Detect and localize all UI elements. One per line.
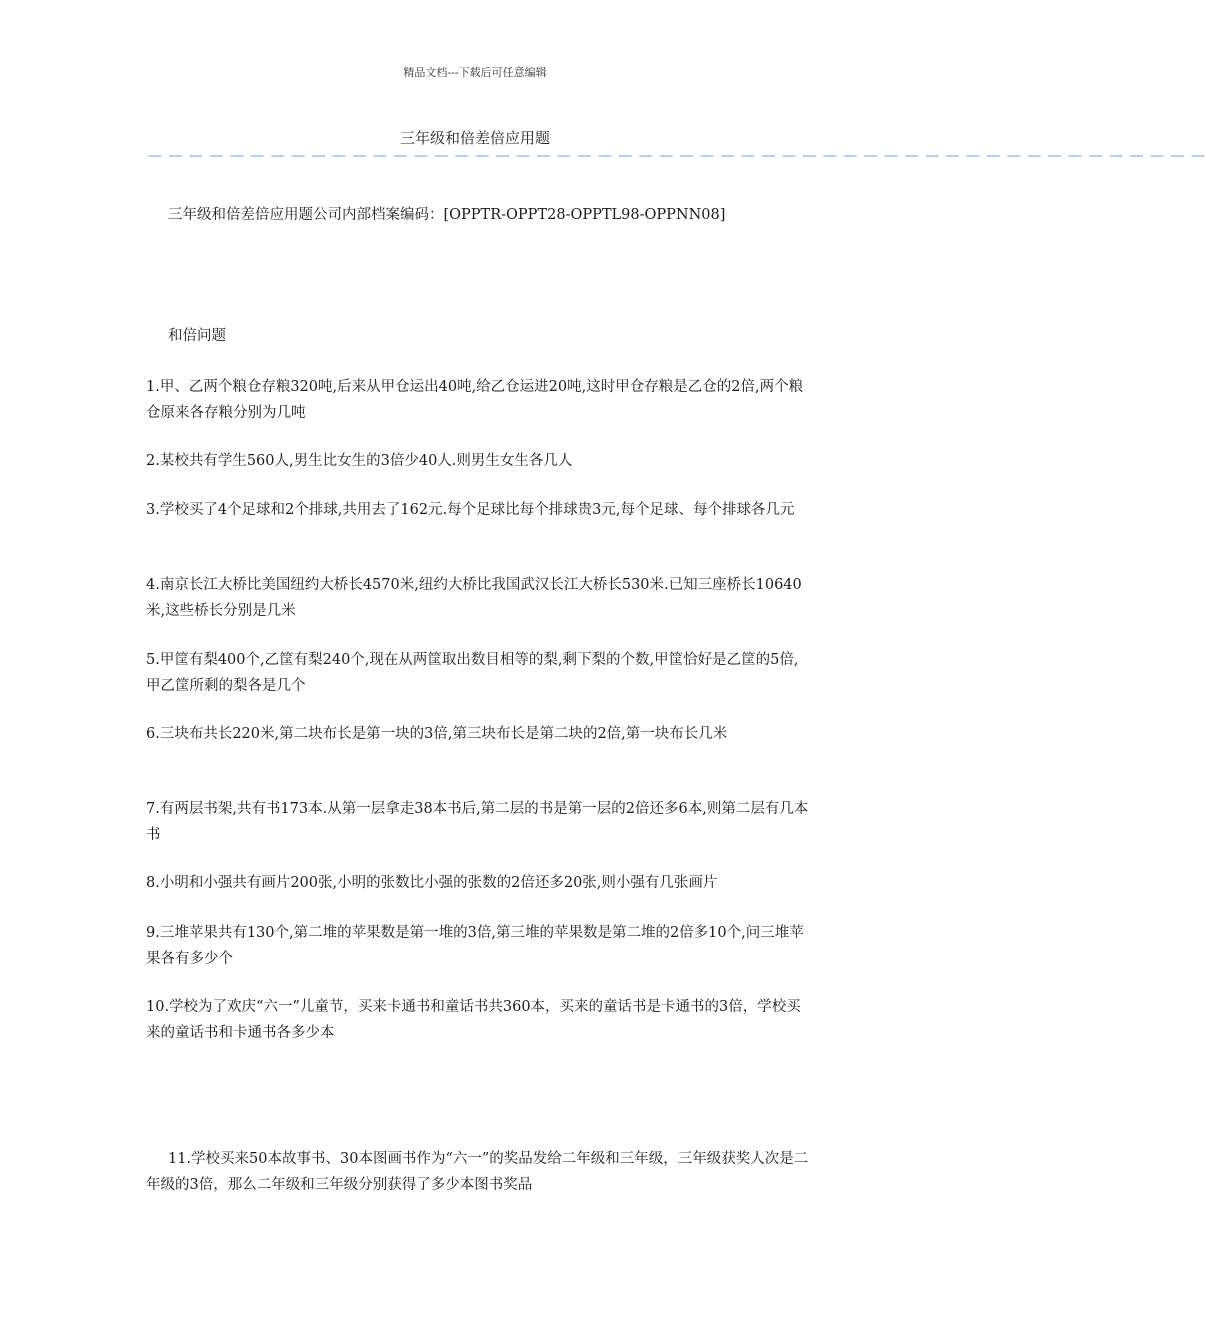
question-11 xyxy=(146,1146,810,1198)
question-3 xyxy=(146,497,810,523)
question-4 xyxy=(146,572,810,624)
question-text: 1.甲、乙两个粮仓存粮320吨,后来从甲仓运出40吨,给乙仓运进20吨,这时甲仓存粮是乙仓的2倍,两个粮仓原来各存粮分别为几吨 xyxy=(146,379,804,421)
question-10 xyxy=(146,994,810,1046)
question-text: 5.甲筐有梨400个,乙筐有梨240个,现在从两筐取出数目相等的梨,剩下梨的个数,甲筐恰好是乙筐的5倍,甲乙筐所剩的梨各是几个 xyxy=(146,652,799,694)
question-text: 7.有两层书架,共有书173本.从第一层拿走38本书后,第二层的书是第一层的2倍还多6本,则第二层有几本书 xyxy=(146,801,809,843)
question-text: 4.南京长江大桥比美国纽约大桥长4570米,纽约大桥比我国武汉长江大桥长530米.已知三座桥长10640米,这些桥长分别是几米 xyxy=(146,577,802,619)
question-7 xyxy=(146,796,810,848)
question-text: 8.小明和小强共有画片200张,小明的张数比小强的张数的2倍还多20张,则小强有几张画片 xyxy=(146,875,718,891)
question-5 xyxy=(146,647,810,699)
header-note: 精品文档---下载后可任意编辑 xyxy=(403,66,547,79)
question-6 xyxy=(146,721,810,747)
question-text: 3.学校买了4个足球和2个排球,共用去了162元.每个足球比每个排球贵3元,每个足球、每个排球各几元 xyxy=(146,502,795,518)
archive-code-line: 三年级和倍差倍应用题公司内部档案编码：[OPPTR-OPPT28-OPPTL98-OPPNN08] xyxy=(168,207,726,223)
question-text: 9.三堆苹果共有130个,第二堆的苹果数是第一堆的3倍,第三堆的苹果数是第二堆的2倍多10个,问三堆苹果各有多少个 xyxy=(146,925,804,967)
question-1 xyxy=(146,374,810,426)
question-text: 2.某校共有学生560人,男生比女生的3倍少40人.则男生女生各几人 xyxy=(146,453,573,469)
question-text: 11.学校买来50本故事书、30本图画书作为“六一”的奖品发给二年级和三年级，三年级获奖人次是二年级的3倍，那么二年级和三年级分别获得了多少本图书奖品 xyxy=(146,1151,809,1193)
question-2 xyxy=(146,448,810,474)
question-text: 10.学校为了欢庆“六一”儿童节，买来卡通书和童话书共360本，买来的童话书是卡通书的3倍，学校买来的童话书和卡通书各多少本 xyxy=(146,999,801,1041)
document-title: 三年级和倍差倍应用题 xyxy=(399,129,550,147)
section-title: 和倍问题 xyxy=(168,328,226,344)
title-divider: — — — — — — — — — — — — — — — — — — — — — — — — — — — — — — — — — — — — — — — — — — — — — — — — — — — — xyxy=(148,148,1206,164)
question-text: 6.三块布共长220米,第二块布长是第一块的3倍,第三块布长是第二块的2倍,第一块布长几米 xyxy=(146,726,728,742)
question-9 xyxy=(146,920,810,972)
question-8 xyxy=(146,870,810,896)
